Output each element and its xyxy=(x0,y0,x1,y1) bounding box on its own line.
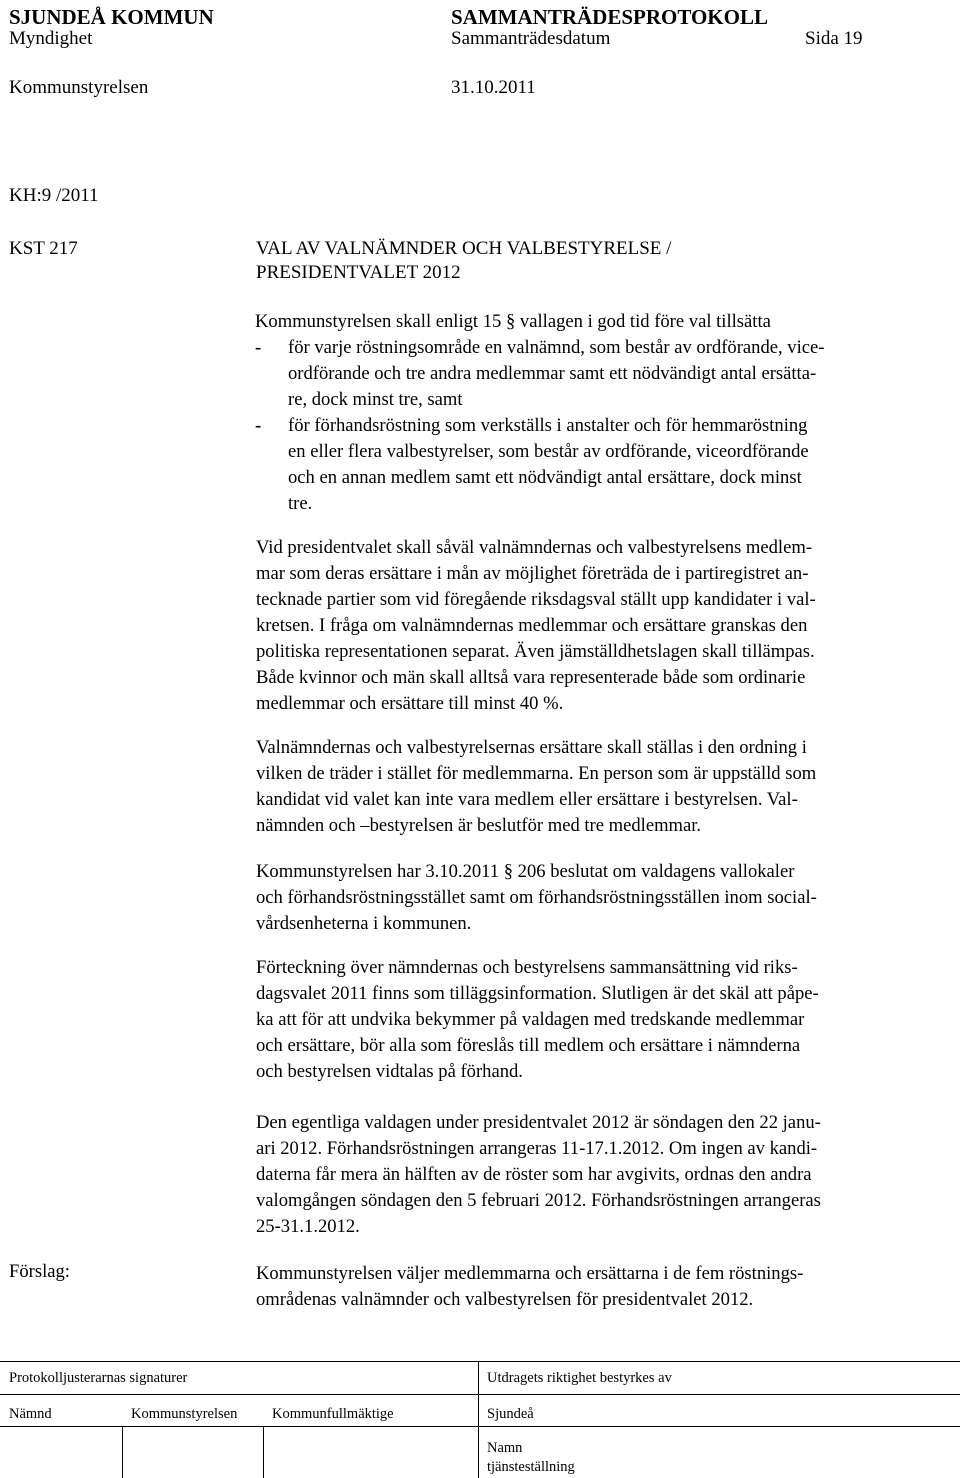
org-name: SJUNDEÅ KOMMUN xyxy=(9,5,214,29)
page-number: Sida 19 xyxy=(805,28,863,49)
meeting-date: 31.10.2011 xyxy=(451,77,536,98)
paragraph-line: ari 2012. Förhandsröstningen arrangeras 11-17.1.2012. Om ingen av kandi- xyxy=(256,1138,818,1159)
paragraph-line: kretsen. I fråga om valnämndernas medlemmar och ersättare granskas den xyxy=(256,615,808,636)
authority-label: Myndighet xyxy=(9,28,93,49)
paragraph-line: Den egentliga valdagen under presidentvalet 2012 är söndagen den 22 janu- xyxy=(256,1112,821,1133)
paragraph-line: Kommunstyrelsen har 3.10.2011 § 206 beslutat om valdagens vallokaler xyxy=(256,861,795,882)
bullet-text: tre. xyxy=(288,493,313,514)
authority-name: Kommunstyrelsen xyxy=(9,77,149,98)
bullet-item xyxy=(255,413,955,517)
bullet-text: re, dock minst tre, samt xyxy=(288,389,463,410)
bullet-dash: - xyxy=(255,415,262,436)
footer-cell-divider xyxy=(122,1426,123,1478)
namnd-label: Nämnd xyxy=(9,1406,52,1422)
namnd-kf: Kommunfullmäktige xyxy=(272,1406,394,1422)
name-label: Namn xyxy=(487,1440,523,1456)
paragraph-line: Förteckning över nämndernas och bestyrelsens sammansättning vid riks- xyxy=(256,957,798,978)
proposal-line: områdenas valnämnder och valbestyrelsen för presidentvalet 2012. xyxy=(256,1289,754,1310)
paragraph-line: politiska representationen separat. Även jämställdhetslagen skall tillämpas. xyxy=(256,641,815,662)
intro-block xyxy=(255,309,955,517)
case-title-line1: VAL AV VALNÄMNDER OCH VALBESTYRELSE / xyxy=(256,238,672,259)
paragraph-substitutes xyxy=(256,735,956,839)
paragraph-line: och bestyrelsen vidtalas på förhand. xyxy=(256,1061,523,1082)
paragraph-line: valomgången söndagen den 5 februari 2012. Förhandsröstningen arrangeras xyxy=(256,1190,821,1211)
paragraph-line: medlemmar och ersättare till minst 40 %. xyxy=(256,693,564,714)
paragraph-composition xyxy=(256,955,956,1085)
kh-number: KH:9 /2011 xyxy=(9,185,99,206)
title-label: tjänsteställning xyxy=(487,1459,575,1475)
footer-mid-rule xyxy=(0,1394,960,1395)
proposal-label: Förslag: xyxy=(9,1261,70,1282)
date-label: Sammanträdesdatum xyxy=(451,28,611,49)
paragraph-line: Vid presidentvalet skall såväl valnämndernas och valbestyrelsens medlem- xyxy=(256,537,813,558)
footer-cell-divider xyxy=(263,1426,264,1478)
paragraph-line: ka att för att undvika bekymmer på valdagen med tredskande medlemmar xyxy=(256,1009,805,1030)
kst-number: KST 217 xyxy=(9,238,78,259)
footer-row-rule xyxy=(0,1426,960,1427)
bullet-item xyxy=(255,335,955,413)
bullet-text: en eller flera valbestyrelser, som består av ordförande, viceordförande xyxy=(288,441,809,462)
bullet-text: och en annan medlem samt ett nödvändigt antal ersättare, dock minst xyxy=(288,467,802,488)
paragraph-representation xyxy=(256,535,956,717)
paragraph-line: vårdsenheterna i kommunen. xyxy=(256,913,472,934)
paragraph-line: dagsvalet 2011 finns som tilläggsinformation. Slutligen är det skäl att påpe- xyxy=(256,983,819,1004)
place-label: Sjundeå xyxy=(487,1406,534,1422)
namnd-ks: Kommunstyrelsen xyxy=(131,1406,238,1422)
intro-line: Kommunstyrelsen skall enligt 15 § vallagen i god tid före val tillsätta xyxy=(255,311,771,332)
proposal-text xyxy=(256,1261,956,1313)
paragraph-election-dates xyxy=(256,1110,956,1240)
bullet-text: för varje röstningsområde en valnämnd, som består av ordförande, vice- xyxy=(288,337,825,358)
case-title-line2: PRESIDENTVALET 2012 xyxy=(256,262,461,283)
document-type: SAMMANTRÄDESPROTOKOLL xyxy=(451,5,768,29)
paragraph-line: tecknade partier som vid föregående riksdagsval ställt upp kandidater i val- xyxy=(256,589,816,610)
footer-divider xyxy=(478,1361,479,1478)
paragraph-line: kandidat vid valet kan inte vara medlem eller ersättare i bestyrelsen. Val- xyxy=(256,789,798,810)
paragraph-line: vilken de träder i stället för medlemmarna. En person som är uppställd som xyxy=(256,763,817,784)
footer-top-rule xyxy=(0,1361,960,1362)
proposal-line: Kommunstyrelsen väljer medlemmarna och ersättarna i de fem röstnings- xyxy=(256,1263,804,1284)
bullet-dash: - xyxy=(255,337,262,358)
paragraph-line: 25-31.1.2012. xyxy=(256,1216,360,1237)
bullet-text: ordförande och tre andra medlemmar samt ett nödvändigt antal ersätta- xyxy=(288,363,817,384)
paragraph-line: och förhandsröstningsstället samt om förhandsröstningsställen inom social- xyxy=(256,887,817,908)
paragraph-line: och ersättare, bör alla som föreslås till medlem och ersättare i nämnderna xyxy=(256,1035,801,1056)
paragraph-line: daterna får mera än hälften av de röster som har avgivits, ordnas den andra xyxy=(256,1164,812,1185)
certify-label: Utdragets riktighet bestyrkes av xyxy=(487,1370,672,1386)
paragraph-polling-stations xyxy=(256,859,956,937)
paragraph-line: Både kvinnor och män skall alltså vara representerade både som ordinarie xyxy=(256,667,806,688)
paragraph-line: mar som deras ersättare i mån av möjlighet företräda de i partiregistret an- xyxy=(256,563,809,584)
paragraph-line: nämnden och –bestyrelsen är beslutför med tre medlemmar. xyxy=(256,815,702,836)
paragraph-line: Valnämndernas och valbestyrelsernas ersättare skall ställas i den ordning i xyxy=(256,737,807,758)
bullet-text: för förhandsröstning som verkställs i anstalter och för hemmaröstning xyxy=(288,415,808,436)
signatures-label: Protokolljusterarnas signaturer xyxy=(9,1370,188,1386)
